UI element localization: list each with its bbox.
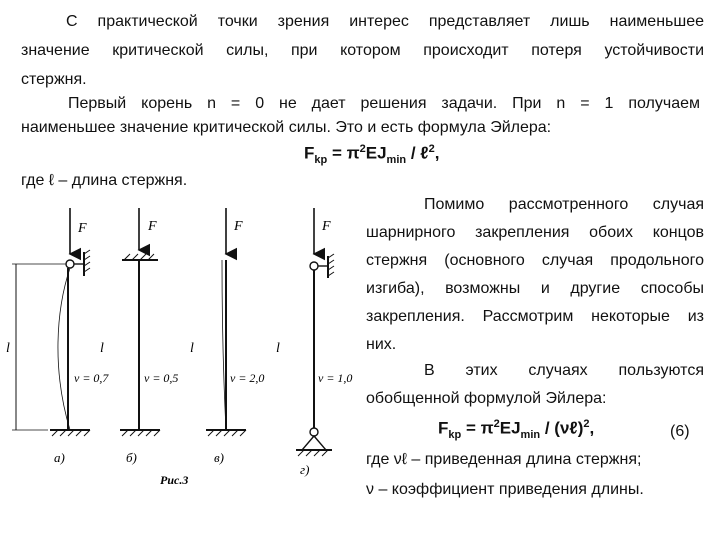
column-c bbox=[190, 208, 264, 465]
para3-line6: них. bbox=[366, 336, 397, 353]
sublabel-c: в) bbox=[214, 450, 224, 465]
para4-line2: обобщенной формулой Эйлера: bbox=[366, 390, 607, 407]
formula1-mid: EJ bbox=[365, 143, 387, 163]
formula1-lhs-sub: kp bbox=[314, 154, 328, 167]
nu-a: ν = 0,7 bbox=[74, 371, 109, 385]
formula2-tail: , bbox=[589, 418, 595, 438]
column-b bbox=[100, 208, 178, 465]
force-label-b: F bbox=[148, 219, 157, 234]
para1-line1: С практической точки зрения интерес представляет лишь наименьшее bbox=[66, 13, 704, 30]
para3-line5: закрепления. Рассмотрим некоторые из bbox=[366, 308, 704, 325]
force-label-c: F bbox=[234, 219, 243, 234]
formula2-rhs-sup: 2 bbox=[583, 418, 590, 430]
pin-d-top bbox=[310, 262, 318, 270]
formula2-lhs: F bbox=[438, 418, 449, 438]
formula1-eq: = π bbox=[327, 143, 360, 163]
column-a bbox=[6, 208, 109, 465]
force-label-d: F bbox=[322, 219, 331, 234]
para3-line1: Помимо рассмотренного случая bbox=[424, 196, 704, 213]
formula2-rhs: / (νℓ) bbox=[540, 418, 584, 438]
para3-line2: шарнирного закрепления обоих концов bbox=[366, 224, 704, 241]
nu-b: ν = 0,5 bbox=[144, 371, 179, 385]
euler-formula bbox=[304, 143, 439, 166]
formula1-sup: 2 bbox=[359, 143, 366, 155]
sublabel-b: б) bbox=[126, 450, 137, 465]
formula2-mid: EJ bbox=[499, 418, 521, 438]
nu-d: ν = 1,0 bbox=[318, 371, 353, 385]
sublabel-a: а) bbox=[54, 450, 65, 465]
length-label-d: l bbox=[276, 341, 280, 356]
para3-line3: стержня (основного случая продольного bbox=[366, 252, 704, 269]
sublabel-d: г) bbox=[300, 462, 310, 477]
generalized-euler-formula bbox=[438, 418, 594, 441]
para4-line1: В этих случаях пользуются bbox=[424, 362, 704, 379]
where-coefficient: ν – коэффициент приведения длины. bbox=[366, 481, 644, 498]
equation-number: (6) bbox=[670, 423, 690, 440]
formula1-lhs: F bbox=[304, 143, 315, 163]
length-label-c: l bbox=[190, 341, 194, 356]
length-label: l bbox=[6, 341, 10, 356]
para1-line2: значение критической силы, при котором происходит потеря устойчивости bbox=[21, 42, 704, 59]
para3-line4: изгиба), возможны и другие способы bbox=[366, 280, 704, 297]
column-d bbox=[276, 208, 352, 477]
formula1-rhs: / ℓ bbox=[406, 143, 429, 163]
formula1-sub: min bbox=[386, 154, 407, 167]
formula1-rhs-sup: 2 bbox=[428, 143, 435, 155]
nu-c: ν = 2,0 bbox=[230, 371, 265, 385]
formula2-eq: = π bbox=[461, 418, 494, 438]
figure-caption: Рис.3 bbox=[160, 473, 189, 487]
para2-line1: Первый корень n = 0 не дает решения задачи. При n = 1 получаем bbox=[68, 95, 700, 112]
formula1-tail: , bbox=[434, 143, 440, 163]
where-length: где ℓ – длина стержня. bbox=[21, 172, 188, 189]
pin-a bbox=[66, 260, 74, 268]
force-label-a: F bbox=[78, 221, 87, 236]
formula2-sup: 2 bbox=[493, 418, 500, 430]
formula2-sub: min bbox=[520, 429, 541, 442]
formula2-lhs-sub: kp bbox=[448, 429, 462, 442]
pin-d-bottom bbox=[310, 428, 318, 436]
column-supports-figure bbox=[0, 200, 360, 500]
where-reduced-length: где νℓ – приведенная длина стержня; bbox=[366, 451, 642, 468]
length-label-b: l bbox=[100, 341, 104, 356]
para1-line3: стержня. bbox=[21, 71, 87, 88]
para2-line2: наименьшее значение критической силы. Это и есть формула Эйлера: bbox=[21, 119, 552, 136]
